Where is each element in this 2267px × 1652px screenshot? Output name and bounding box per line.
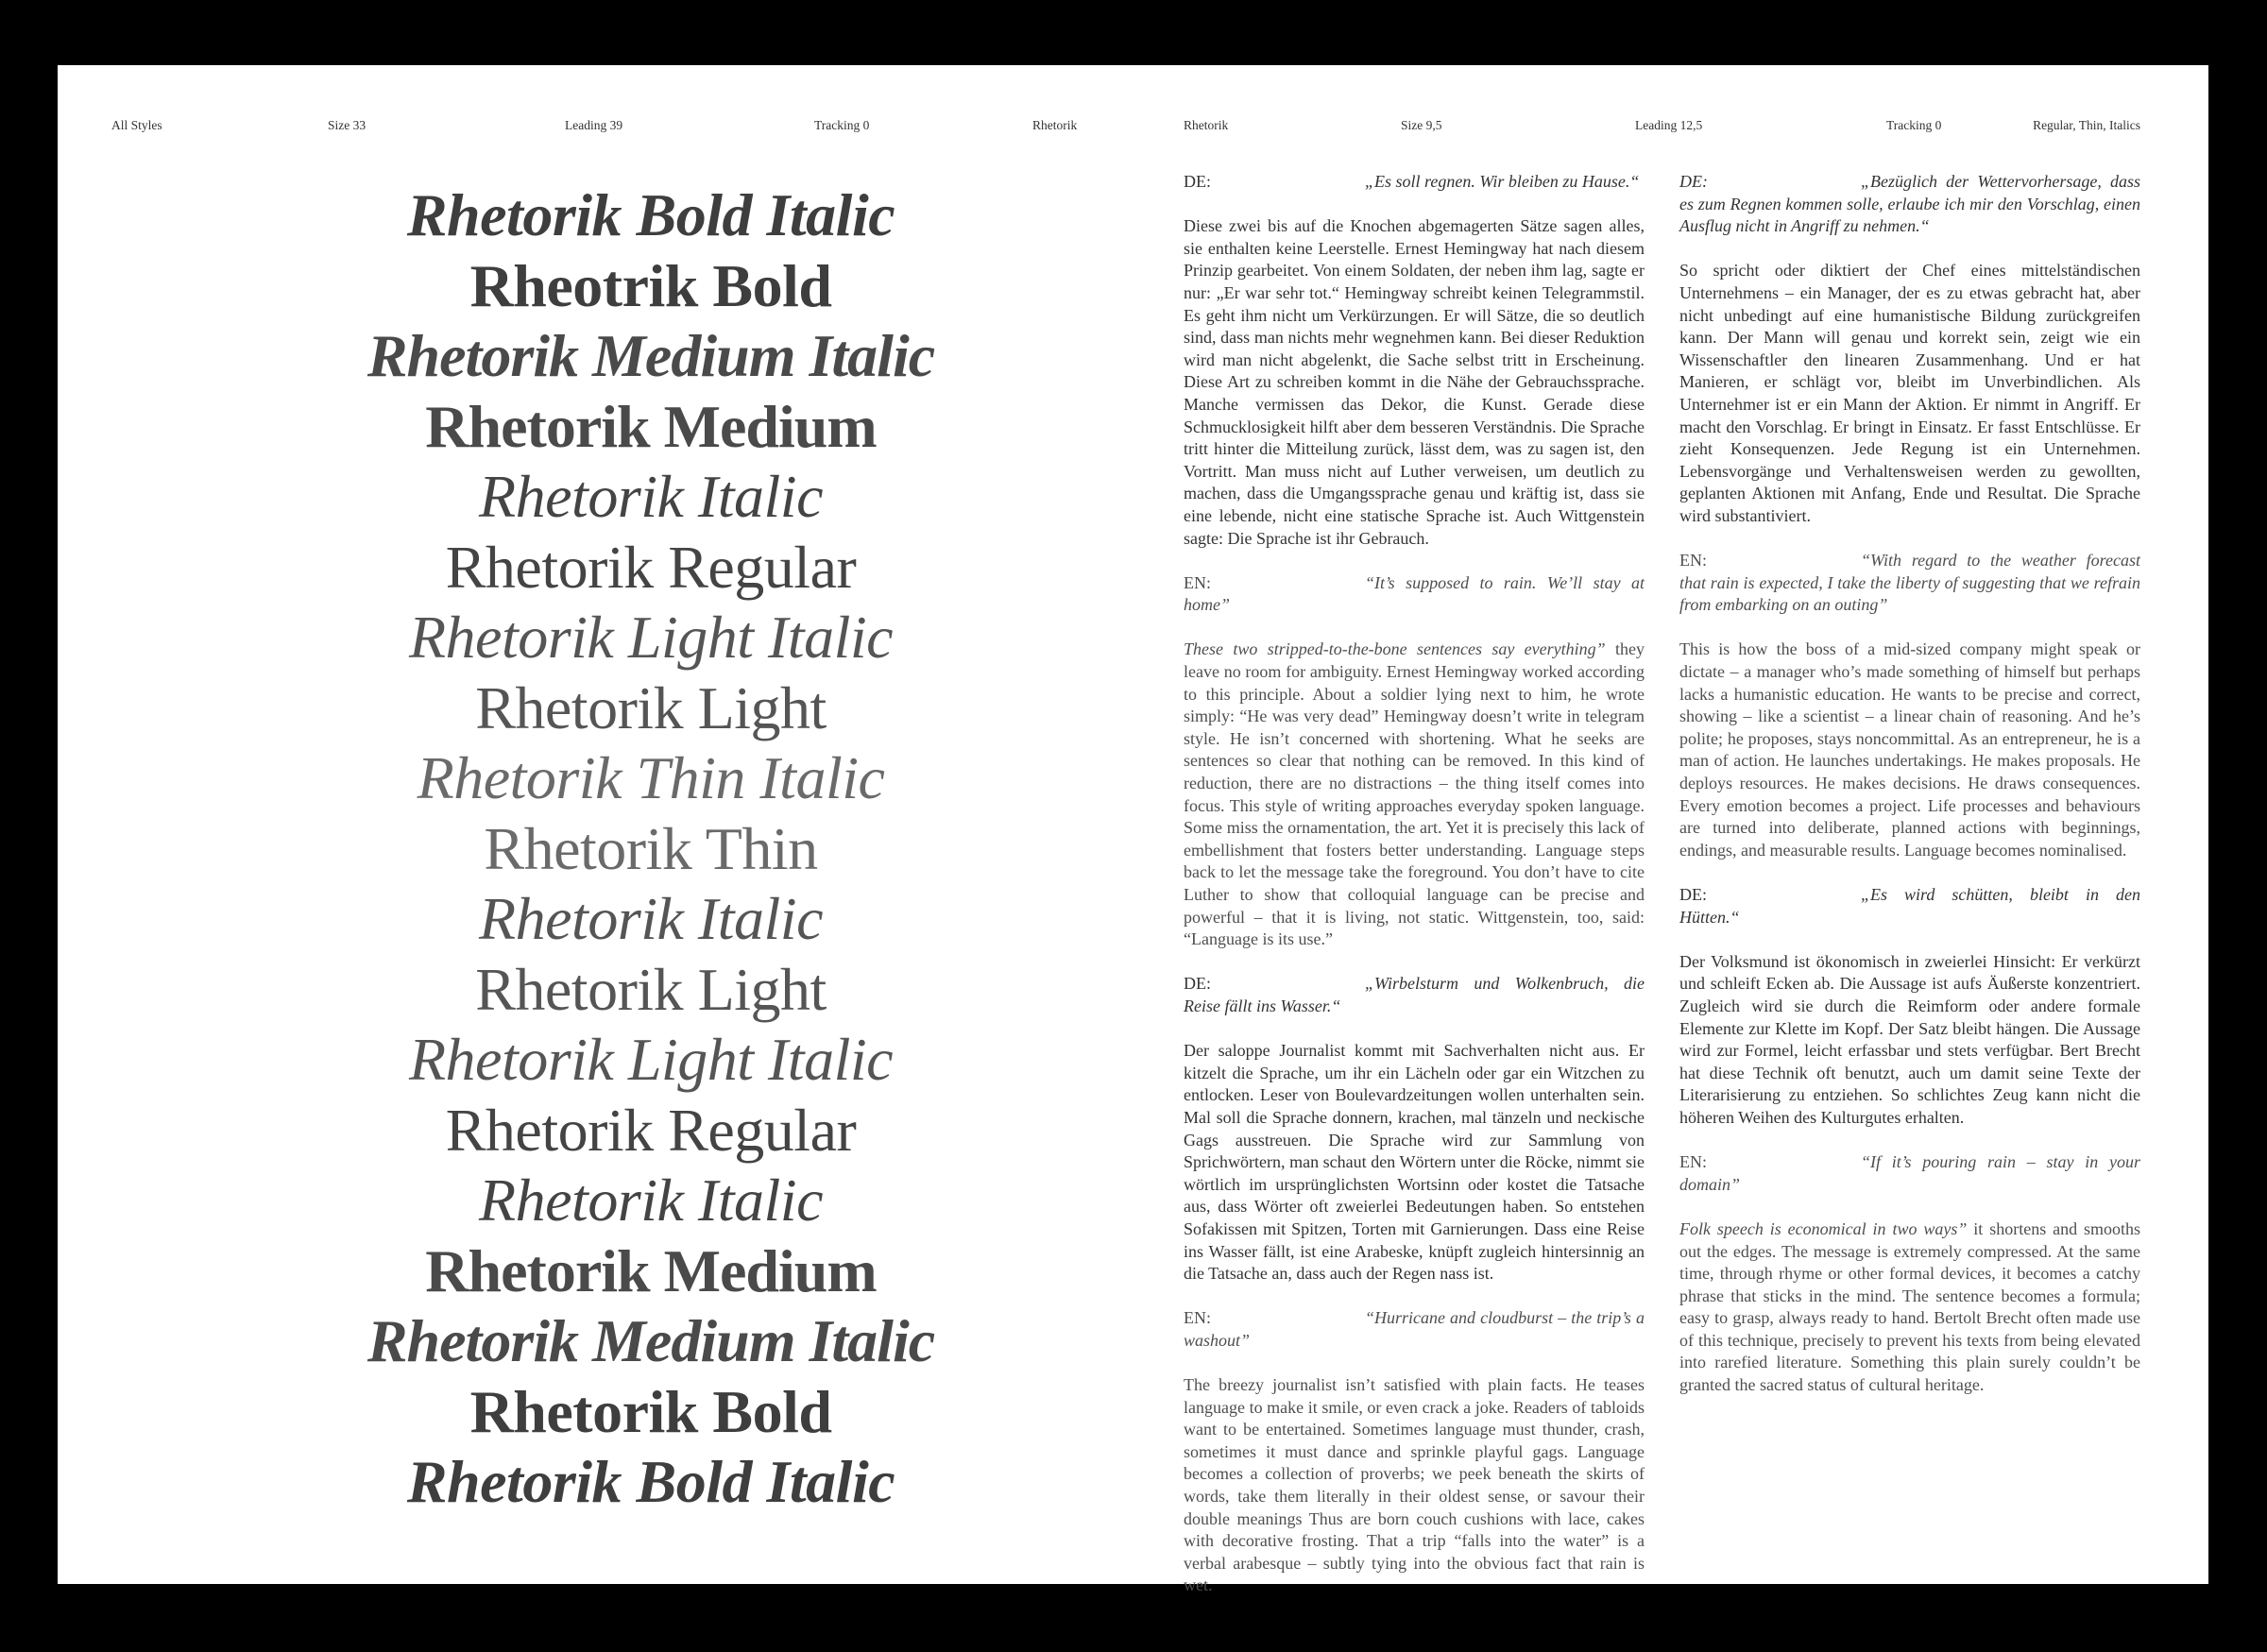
lang-label: EN: — [1679, 551, 1707, 571]
quote-text: „Bezüglich der Wettervorhersage, dass es zum Regnen kommen solle, erlaube ich mir den Vorschlag, einen Ausflug nicht in Angriff zu nehmen.“ — [1679, 172, 2140, 236]
body-paragraph: This is how the boss of a mid-sized company might speak or dictate – a manager who’s made something of himself but perhaps lacks a humanistic education. He wants to be precise and correct, showing – like a scientist – a linear chain of reasoning. And he’s polite; he proposes, stays noncommittal. As an entrepreneur, he is a man of action. He launches undertakings. He makes proposals. He deploys resources. He makes decisions. He draws consequences. Every emotion becomes a project. Life processes and behaviours are turned into deliberate, planned actions with beginnings, endings, and measurable results. Language becomes nominalised. — [1679, 639, 2140, 860]
quote-text: “Hurricane and cloudburst – the trip’s a washout” — [1184, 1308, 1645, 1350]
header-right-size: Size 9,5 — [1401, 118, 1442, 132]
specimen-line: Rhetorik Light — [475, 673, 827, 741]
specimen-spread — [58, 65, 2208, 1595]
body-paragraph — [1679, 1218, 2140, 1397]
header-tracking: Tracking 0 — [814, 118, 870, 132]
specimen-line: Rhetorik Regular — [445, 1096, 857, 1164]
header-size: Size 33 — [328, 118, 366, 132]
specimen-line: Rhetorik Bold Italic — [406, 181, 895, 248]
body-paragraph: Diese zwei bis auf die Knochen abgemagerten Sätze sagen alles, sie enthalten keine Leerstelle. Ernest Hemingway hat nach diesem Prinzip gearbeitet. Von einem Soldaten, der neben ihm lag, sagte er nur: „Er war sehr tot.“ Hemingway schreibt keinen Telegrammstil. Es geht ihm nicht um Verkürzungen. Er will Sätze, die so deutlich sind, dass man nichts mehr wegnehmen kann. Bei dieser Reduktion wird man nicht abgelenkt, die Sache selbst tritt in Erscheinung. Diese Art zu schreiben kommt in die Nähe der Gebrauchssprache. Manche vermissen das Dekor, die Kunst. Gerade diese Schmucklosigkeit hilft aber dem besseren Verständnis. Die Sprache tritt hinter die Mitteilung zurück, lässt dem, was zu sagen ist, den Vortritt. Man muss nicht auf Luther verweisen, um deutlich zu machen, dass die Umgangssprache genau und kräftig ist, dass sie eine lebende, nicht eine statische Sprache ist. Auch Wittgenstein sagte: Die Sprache ist ihr Gebrauch. — [1184, 216, 1645, 548]
header-right-tracking: Tracking 0 — [1886, 118, 1942, 132]
header-style-set: All Styles — [111, 118, 162, 132]
lang-label: EN: — [1184, 572, 1211, 592]
body-paragraph: So spricht oder diktiert der Chef eines mittelständischen Unternehmens – ein Manager, der es zu etwas gebracht hat, aber nicht unbedingt auf eine humanistische Bildung zurückgreifen kann. Der Mann will genau und korrekt sein, zeigt wie ein Wissenschaftler den linearen Zusammenhang. Und er hat Manieren, er schlägt vor, bleibt im Unverbindlichen. Als Unternehmer ist er ein Mann der Aktion. Er nimmt in Angriff. Er macht den Vorschlag. Er bringt in Einsatz. Er fasst Entschlüsse. Er zieht Konsequenzen. Jede Regung ist ein Unternehmen. Lebensvorgänge und Verhaltensweisen werden zu gewollten, geplanten Aktionen mit Anfang, Ende und Resultat. Die Sprache wird substantiviert. — [1679, 261, 2140, 525]
lang-label: DE: — [1679, 172, 1708, 191]
lang-label: DE: — [1679, 885, 1707, 904]
specimen-line: Rhetorik Light Italic — [408, 604, 894, 671]
specimen-line: Rhetorik Italic — [479, 463, 823, 530]
specimen-line: Rhetorik Light — [475, 955, 827, 1023]
lang-label: EN: — [1184, 1308, 1211, 1328]
quote-de-1 — [1184, 171, 1645, 194]
quote-text: „Wirbelsturm und Wolkenbruch, die Reise fällt ins Wasser.“ — [1184, 974, 1645, 1015]
specimen-line: Rhetorik Thin — [484, 814, 818, 882]
lang-label: DE: — [1184, 974, 1211, 994]
lead-italic: These two stripped-to-the-bone sentences say everything” — [1184, 639, 1606, 659]
specimen-line: Rhetorik Thin Italic — [417, 744, 885, 811]
quote-de-4 — [1679, 884, 2140, 928]
style-specimen-list — [247, 180, 1055, 1518]
specimen-line: Rhetorik Light Italic — [408, 1026, 894, 1093]
quote-text: “It’s supposed to rain. We’ll stay at home” — [1184, 572, 1645, 615]
specimen-line: Rheotrik Bold — [469, 251, 832, 319]
specimen-line: Rhetorik Medium Italic — [366, 1307, 935, 1374]
header-leading: Leading 39 — [565, 118, 623, 132]
quote-en-4 — [1679, 1151, 2140, 1196]
specimen-line: Rhetorik Italic — [479, 885, 823, 952]
text-column-1 — [1184, 171, 1645, 1620]
body-paragraph: Der saloppe Journalist kommt mit Sachverhalten nicht aus. Er kitzelt die Sprache, um ihr ein Lächeln oder gar ein Witzchen zu entlocken. Leser von Boulevardzeitungen wollen unterhalten sein. Mal soll die Sprache donnern, krachen, mal tänzeln und neckische Gags ausstreuen. Die Sprache wird zur Sammlung von Sprichwörtern, man schaut den Wörtern unter die Röcke, nimmt sie wörtlich im ursprünglichsten Wortsinn oder kostet die Tatsache aus, dass Wörter oft zweierlei Bedeutungen haben. So entstehen Sofakissen mit Spitzen, Torten mit Garnierungen. Dass eine Reise ins Wasser fällt, ist eine Arabeske, knüpft zugleich hintersinnig an die Tatsache an, dass auch der Regen nass ist. — [1184, 1041, 1645, 1284]
header-right-styles: Regular, Thin, Italics — [2033, 118, 2140, 132]
quote-de-2 — [1184, 973, 1645, 1017]
quote-text: „Es wird schütten, bleibt in den Hütten.“ — [1679, 885, 2140, 927]
specimen-line: Rhetorik Regular — [445, 533, 857, 601]
specimen-line: Rhetorik Medium — [425, 1236, 877, 1304]
header-right-leading: Leading 12,5 — [1635, 118, 1703, 132]
quote-en-1 — [1184, 572, 1645, 617]
quote-text: „Es soll regnen. Wir bleiben zu Hause.“ — [1365, 172, 1640, 191]
specimen-line: Rhetorik Medium Italic — [366, 322, 935, 389]
body-paragraph: Der Volksmund ist ökonomisch in zweierlei Hinsicht: Er verkürzt und schleift Ecken ab. Die Aussage ist aufs Äußerste konzentriert. Zugleich wird sie durch die Reimform oder andere formale Elemente zur Klette im Kopf. Der Satz bleibt hängen. Die Aussage wird zur Formel, leicht erfassbar und stets verfügbar. Bert Brecht hat diese Technik oft benutzt, auch um damit seine Texte der Literarisierung zu entziehen. So schlichtes Zeug kann nicht die höheren Weihen des Kulturgutes erhalten. — [1679, 951, 2140, 1127]
body-text: it shortens and smooths out the edges. The message is extremely compressed. At the same time, through rhyme or other formal devices, it becomes a catchy phrase that sticks in the mind. The sentence becomes a formula; easy to grasp, always ready to hand. Bertolt Brecht often made use of this technique, precisely to prevent his texts from being elevated into rarefied literature. Something this plain surely couldn’t be granted the sacred status of cultural heritage. — [1679, 1218, 2141, 1395]
quote-en-3 — [1679, 550, 2140, 617]
quote-text: “With regard to the weather forecast that rain is expected, I take the liberty of suggesting that we refrain from embarking on an outing” — [1679, 551, 2140, 615]
body-paragraph: The breezy journalist isn’t satisfied with plain facts. He teases language to make it smile, or even crack a joke. Readers of tabloids want to be entertained. Sometimes language must thunder, crash, sometimes it must dance and sprinkle playful gags. Language becomes a collection of proverbs; we peek beneath the skirts of words, take them literally in their oldest sense, or savour their double meanings Thus are born couch cushions with lace, cakes with decorative frosting. That a trip “falls into the water” is a verbal arabesque – subtly tying into the obvious fact that rain is wet. — [1184, 1375, 1645, 1595]
lang-label: DE: — [1184, 172, 1211, 191]
quote-de-3 — [1679, 171, 2140, 238]
quote-text: “If it’s pouring rain – stay in your domain” — [1679, 1152, 2140, 1194]
specimen-line: Rhetorik Medium — [425, 392, 877, 460]
header-family: Rhetorik — [1032, 118, 1078, 132]
specimen-line: Rhetorik Bold Italic — [406, 1448, 895, 1515]
quote-en-2 — [1184, 1307, 1645, 1352]
specimen-line: Rhetorik Italic — [479, 1167, 823, 1234]
lead-italic: Folk speech is economical in two ways” — [1679, 1218, 1968, 1238]
text-column-2 — [1679, 171, 2140, 1419]
body-paragraph — [1184, 639, 1645, 950]
body-text: they leave no room for ambiguity. Ernest Hemingway worked according to this principle. About a soldier lying next to him, he wrote simply: “He was very dead” Hemingway doesn’t write in telegram style. He isn’t concerned with shortening. What he seeks are sentences so clear that nothing can be removed. In this kind of reduction, there are no distractions – the thing itself comes into focus. This style of writing approaches everyday spoken language. Some miss the ornamentation, the art. Yet it is precisely this lack of embellishment that fosters better understanding. Language steps back to let the message take the foreground. You don’t have to cite Luther to show that colloquial language can be precise and powerful – that it is living, not static. Wittgenstein, too, said: “Language is its use.” — [1184, 639, 1645, 949]
header-right-family: Rhetorik — [1184, 118, 1229, 132]
specimen-line: Rhetorik Bold — [469, 1377, 832, 1445]
lang-label: EN: — [1679, 1152, 1707, 1172]
